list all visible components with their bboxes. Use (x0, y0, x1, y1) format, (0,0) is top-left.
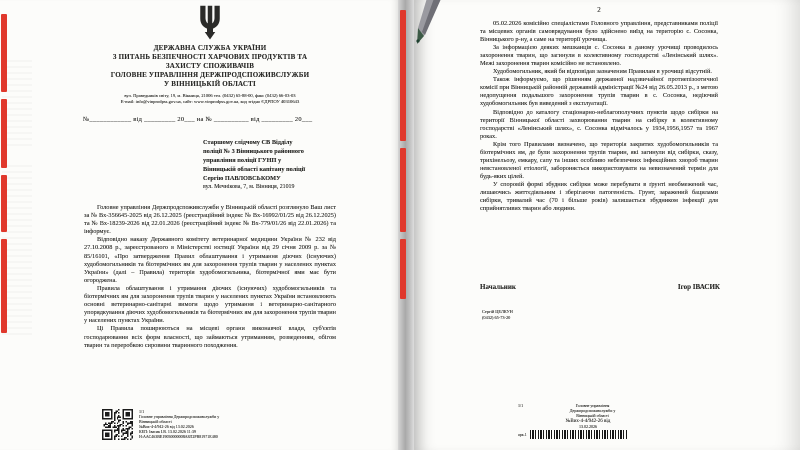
registration-stamp-block-2 (518, 403, 658, 439)
signer-name: Ігор ІВАСИК (677, 283, 720, 291)
executor-block (482, 309, 513, 320)
stamp-line: Вінницькій області (576, 413, 609, 418)
letterhead-line: ЗАХИСТУ СПОЖИВАЧІВ (165, 62, 255, 70)
red-annotation-bar (1, 14, 7, 92)
addressee-block (203, 138, 331, 192)
paragraph: Відповідно до каталогу стаціонарно-неблагополучних пунктів щодо сибірки на території Вінницької області захворювання тварин на сибірку в колективному господарстві «Ленінський шлях», с. Сосонка відмічалось у 1934,1956,1957 та 1967 роках. (480, 108, 718, 140)
letterhead-line: У ВІННИЦЬКІЙ ОБЛАСТІ (164, 80, 256, 88)
contact-address-line: вул. Праведників світу, 19, м. Вінниця, 21006 тел. (0432) 65-88-00, факс (0432) 66-03-03 (124, 93, 296, 98)
barcode (530, 430, 628, 439)
addressee-line: поліції № 3 Вінницького районного (203, 148, 304, 155)
red-annotation-bar (1, 99, 7, 168)
page-number: 2 (597, 6, 601, 14)
stamp-doc-number: №Вих-4-4/942-26 від 13.02.2026 (139, 424, 194, 429)
red-annotation-bar (400, 239, 406, 299)
red-annotation-bar (1, 175, 7, 232)
stamp-line: Вінницькій області (139, 419, 172, 424)
addressee-line: Старшому слідчому СВ Відділу (203, 139, 293, 146)
paragraph: Головне управління Держпродспоживслужби у Вінницькій області розглянуло Ваш лист за № Вх-356645-2025 від 26.12.2025 (реєстраційний індекс № Вх-16992/01/25 від 26.12.2025) та № Вх-18239-2026 від 22.01.2026 (реєстраційний індекс № Вх-779/01/26 від 22.01.2026) та інформує. (84, 204, 336, 236)
addressee-name: Сергію ПАВЛОВСЬКОМУ (203, 175, 281, 182)
stamp-doc-number: №Вих-4-4/942-26 від (565, 419, 611, 424)
ukraine-trident-emblem-icon (196, 5, 224, 41)
sheet-count-label: арк.1 (518, 432, 527, 437)
paragraph: Ці Правила поширюються на місцеві органи виконавчої влади, суб'єктів господарювання всіх форм власності, що займаються утриманням, розведенням, обігом тварин та переробкою сировини тваринного походження. (84, 325, 336, 349)
addressee-address: вул. Мечнікова, 7, м. Вінниця, 21019 (203, 184, 295, 190)
paragraph: Також інформуємо, що рішенням державної надзвичайної протиепізоотичної комісії при Вінницькій районній державній адміністрації №24 від 26.05.2013 р., з метою недопущення подальшого захоронення трупів тварин в с. Сосонка, недіючий худобомогильник був виведений з експлуатації. (480, 76, 718, 108)
contact-email-line: E-mail: info@vinprodpss.gov.ua, сайт: www.vinprodpss.gov.ua, код згідно ЄДРПОУ 40310643 (120, 99, 300, 104)
red-annotation-bar (400, 10, 406, 141)
letterhead-org-name (58, 44, 362, 89)
paragraph: Худобомогильник, який би відповідав зазначеним Правилам в урочищі відсутній. (493, 68, 712, 76)
executor-name: Сергій ЦЕЛКУН (482, 309, 513, 314)
signature-row (480, 283, 720, 291)
stamp-page-marker: 1/1 (518, 403, 524, 408)
letterhead-line: ДЕРЖАВНА СЛУЖБА УКРАЇНИ (153, 44, 267, 52)
addressee-line: Вінницькій області капітану поліції (203, 166, 306, 173)
letter-body-page-1 (84, 204, 336, 350)
paragraph: 05.02.2026 комісійно спеціалістами Головного управління, представниками поліції та місцевих органів самоврядування було здійснено виїзд на територію с. Сосонка, Вінницького р-ну, а саме на території урочища. (480, 20, 718, 44)
document-page-2 (414, 0, 800, 450)
letterhead-line: З ПИТАНЬ БЕЗПЕЧНОСТІ ХАРЧОВИХ ПРОДУКТІВ ТА (112, 53, 308, 61)
document-page-1 (0, 0, 398, 450)
pen-tip (404, 0, 450, 52)
paragraph: За інформацією деяких мешканців с. Сосонка в даному урочищі проводилось захоронення тварин, що загинули в колективному господарстві «Ленінський шлях». Межі захоронення тварин комісійно не встановлено. (480, 44, 718, 68)
letter-body-page-2 (480, 20, 718, 213)
addressee-line: управління поліції ГУНП у (203, 157, 282, 164)
paragraph: Крім того Правилами визначено, що територія закритих худобомогильників та біотермічних ям, де були захоронення трупів тварин, які загинули від сибірки, сказу, трихінельозу, емкару, сапу та інших особливо небезпечних інфекційних хвороб тварин невстановленої етіології, забороняється використовувати на невизначений термін для будь-яких цілей. (480, 140, 718, 180)
executor-phone: (0432) 65-73-20 (482, 314, 511, 320)
signer-title: Начальник (480, 283, 516, 291)
reference-number-line: №____________ від _________ 20___ на № __________ від _________ 20___ (83, 116, 313, 123)
letterhead-line: ГОЛОВНЕ УПРАВЛІННЯ ДЕРЖПРОДСПОЖИВСЛУЖБИ (110, 71, 310, 79)
stamp-hash-line: Н:ААС463ВЕ1905000000ВА8Л2РВ81971Е480 (139, 434, 218, 439)
stamp-line: Головне управління Держпродспоживслужби у (139, 414, 220, 419)
paragraph: У споровій формі збудник сибірки може перебувати в ґрунті необмежений час, лишаючись життєдіяльним і зберігаючи патогенність. Грунт, заражений бацилами сибірки, тривалий час (70 і більше років) залишається збудником інфекції для сприйнятливих тварин або людини. (480, 180, 718, 213)
paragraph: Правила облаштування і утримання діючих (існуючих) худобомогильників та біотермічних ям для захоронення трупів тварин у населених пунктах України встановлюють основні ветеринарно-санітарні вимоги щодо утримання і ветеринарно-санітарного упорядкування діючих худобомогильників та біотермічних ям для захоронення трупів тварин у населених пунктах України. (84, 284, 336, 325)
registration-stamp-text (139, 409, 319, 439)
stamp-page-marker: 1/1 (139, 409, 145, 414)
stamp-line: Головне управління (575, 403, 610, 408)
red-annotation-bar (1, 239, 7, 333)
letterhead-contacts (48, 93, 372, 105)
stamp-signature-line: КЕП: Івасик І.В. 13.02.2026 11:39 (139, 429, 196, 434)
stamp-doc-date: 13.02.2026 (579, 424, 597, 429)
red-annotation-bar (400, 148, 406, 232)
paragraph: Відповідно наказу Державного комітету ветеринарної медицини України № 232 від 27.10.2008 р., зареєстрованого в Міністерстві юстиції України від 29 січня 2009 р. за № 85/16101, «Про затвердження Правил облаштування і утримання діючих (існуючих) худобомогильників та біотермічних ям для захоронення трупів тварин у населених пунктах України» (далі – Правила) територія худобомогильника, біотермічної ями має бути огороджена. (84, 236, 336, 284)
stamp-line: Держпродспоживслужби у (569, 408, 616, 413)
qr-code (102, 409, 133, 440)
